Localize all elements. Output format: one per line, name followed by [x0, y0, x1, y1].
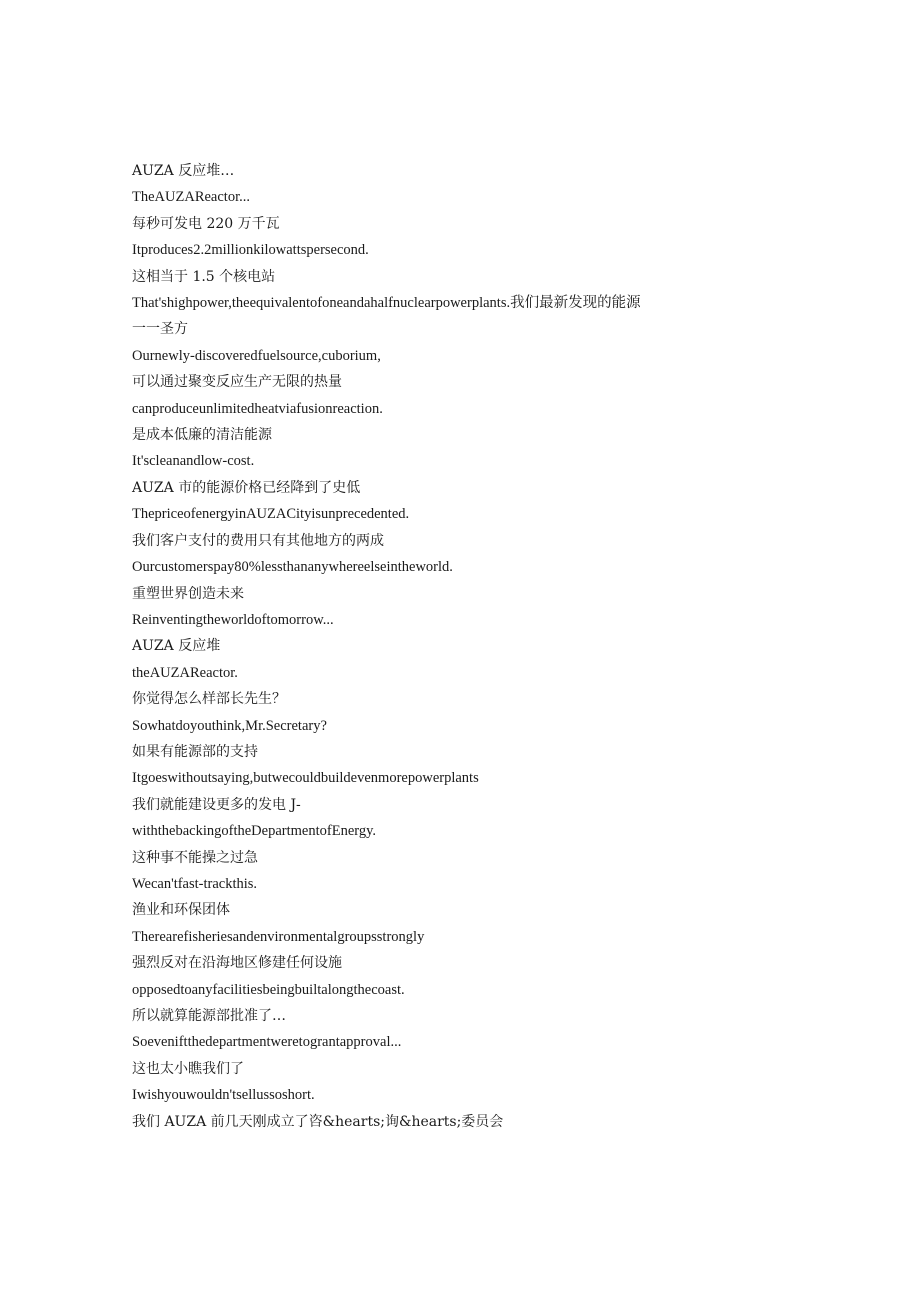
text-line-zh: 渔业和环保团体 — [132, 902, 230, 919]
text-line-zh: 我们 AUZA 前几天刚成立了咨&hearts;询&hearts;委员会 — [132, 1113, 504, 1130]
text-line-en: Sowhatdoyouthink,Mr.Secretary? — [132, 717, 327, 734]
text-line-en: canproduceunlimitedheatviafusionreaction. — [132, 400, 383, 417]
text-line-en: opposedtoanyfacilitiesbeingbuiltalongthecoast. — [132, 981, 405, 998]
text-line-en: theAUZAReactor. — [132, 664, 238, 681]
text-line-zh: AUZA 市的能源价格已经降到了史低 — [132, 479, 361, 496]
text-line-zh: 所以就算能源部批准了… — [132, 1008, 286, 1024]
text-line-zh: 每秒可发电 220 万千瓦 — [132, 215, 280, 232]
document-body — [132, 158, 872, 1135]
text-line-en: It'scleanandlow-cost. — [132, 453, 255, 470]
text-line-zh: 这相当于 1.5 个核电站 — [132, 268, 276, 285]
text-line-zh: 这种事不能操之过急 — [132, 849, 258, 866]
text-line-zh: 一一圣方 — [132, 321, 188, 338]
text-line-en: Wecan'tfast-trackthis. — [132, 875, 258, 892]
text-line-zh: 我们客户支付的费用只有其他地方的两成 — [132, 532, 384, 549]
text-line-zh: AUZA 反应堆 — [132, 638, 221, 655]
text-line-en: TheAUZAReactor... — [132, 189, 250, 206]
text-line-en: That'shighpower,theequivalentofoneandahalfnuclearpowerplants.我们最新发现的能源 — [132, 295, 641, 312]
text-line-en: withthebackingoftheDepartmentofEnergy. — [132, 823, 377, 840]
text-line-zh: 重塑世界创造未来 — [132, 585, 244, 602]
text-line-zh: 如果有能源部的支持 — [132, 743, 258, 760]
text-line-en: Therearefisheriesandenvironmentalgroupsstrongly — [132, 928, 425, 945]
text-line-zh: 强烈反对在沿海地区修建任何设施 — [132, 955, 342, 972]
text-line-zh: 你觉得怎么样部长先生？ — [132, 691, 286, 708]
text-line-en: Itgoeswithoutsaying,butwecouldbuildevenmorepowerplants — [132, 770, 479, 787]
text-line-en: Soeveniftthedepartmentweretograntapproval... — [132, 1034, 402, 1051]
text-line-zh: AUZA 反应堆… — [132, 163, 235, 179]
text-line-en: ThepriceofenergyinAUZACityisunprecedented. — [132, 506, 410, 523]
text-line-zh: 是成本低廉的清洁能源 — [132, 427, 272, 444]
text-line-en: Ournewly-discoveredfuelsource,cuborium, — [132, 347, 381, 364]
text-line-en: Ourcustomerspay80%lessthananywhereelseintheworld. — [132, 559, 453, 576]
text-line-en: Itproduces2.2millionkilowattspersecond. — [132, 242, 369, 259]
text-line-en: Iwishyouwouldn'tsellussoshort. — [132, 1087, 315, 1104]
text-line-zh: 这也太小瞧我们了 — [132, 1060, 244, 1077]
text-line-zh: 我们就能建设更多的发电 J- — [132, 796, 301, 813]
text-line-en: Reinventingtheworldoftomorrow... — [132, 611, 334, 628]
text-line-zh: 可以通过聚变反应生产无限的热量 — [132, 374, 342, 391]
